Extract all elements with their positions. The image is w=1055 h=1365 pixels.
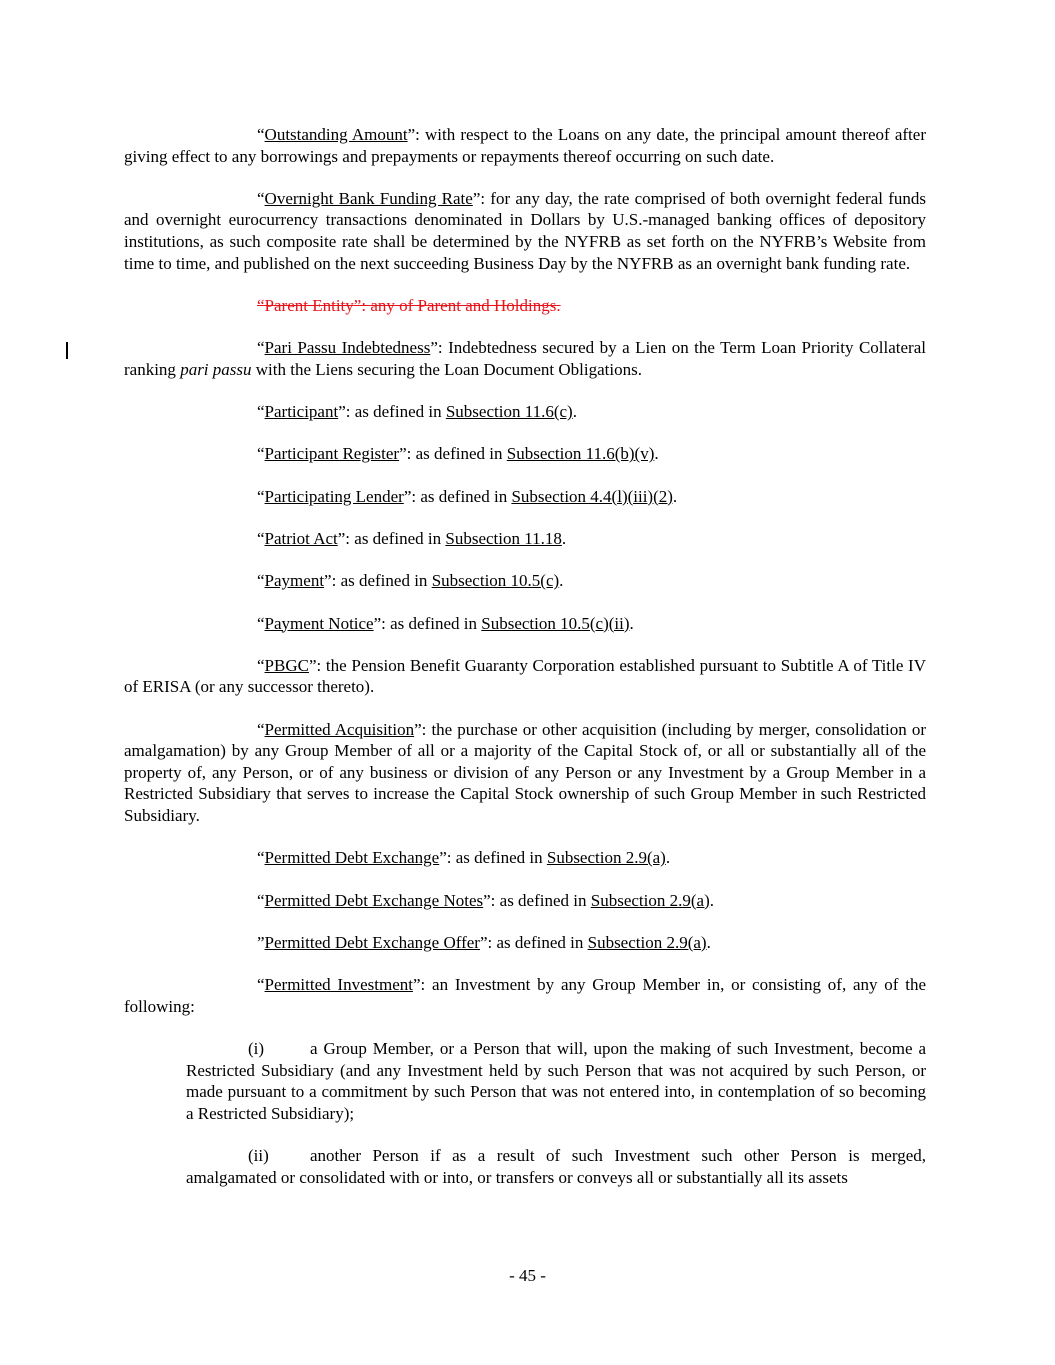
definition-permitted-investment: “Permitted Investment”: an Investment by any Group Member in, or consisting of, any of the following: xyxy=(124,975,927,1016)
definition-permitted-debt-exchange-notes: “Permitted Debt Exchange Notes”: as defined in Subsection 2.9(a). xyxy=(257,890,714,910)
clause-number: (ii) xyxy=(248,1146,269,1166)
defined-term: Permitted Acquisition xyxy=(264,719,415,739)
definition-text: the purchase or other acquisition (including by merger, consolidation or amalgamation) by any Group Member of all or a majority of the Capital Stock of, or all or substantially all of the property of, any Person, or of any business or division of any Person or any Investment by a Group Member in a Restricted Subsidiary that serves to increase the Capital Stock ownership of such Group Member in such Restricted Subsidiary. xyxy=(124,719,926,826)
defined-term: Permitted Debt Exchange Offer xyxy=(264,932,480,952)
defined-term: Participant xyxy=(264,402,339,422)
definition-text: for any day, the rate comprised of both overnight federal funds and overnight eurocurrency transactions denominated in Dollars by U.S.-managed banking offices of depository institutions, as such composite rate shall be determined by the NYFRB as set forth on the NYFRB’s Website from time to time, and published on the next succeeding Business Day by the NYFRB as an overnight bank funding rate. xyxy=(124,188,926,273)
defined-term: Patriot Act xyxy=(264,528,338,548)
definition-text: with respect to the Loans on any date, the principal amount thereof after giving effect to any borrowings and prepayments or repayments thereof occurring on such date. xyxy=(124,125,926,166)
deleted-text: “Parent Entity”: any of Parent and Holdings. xyxy=(257,295,561,315)
clause-text: another Person if as a result of such Investment such other Person is merged, amalgamated or consolidated with or into, or transfers or conveys all or substantially all its assets xyxy=(186,1146,926,1187)
definition-participating-lender: “Participating Lender”: as defined in Subsection 4.4(l)(iii)(2). xyxy=(257,486,678,506)
subclause-i xyxy=(186,1038,926,1124)
clause-number: (i) xyxy=(248,1039,265,1059)
definition-permitted-acquisition: “Permitted Acquisition”: the purchase or other acquisition (including by merger, consolidation or amalgamation) by any Group Member of all or a majority of the Capital Stock of, or all or substantially all of the property of, any Person, or of any business or division of any Person or any Investment by a Group Member in a Restricted Subsidiary that serves to increase the Capital Stock ownership of such Group Member in such Restricted Subsidiary. xyxy=(124,719,926,826)
defined-term: Outstanding Amount xyxy=(264,125,408,144)
defined-term: Pari Passu Indebtedness xyxy=(264,338,431,358)
cross-reference: Subsection 11.6(b)(v) xyxy=(506,444,655,464)
definition-outstanding-amount: “Outstanding Amount”: with respect to the Loans on any date, the principal amount thereof after giving effect to any borrowings and prepayments or repayments thereof occurring on such date. xyxy=(124,125,926,166)
cross-reference: Subsection 4.4(l)(iii)(2) xyxy=(511,486,673,506)
definition-participant-register: “Participant Register”: as defined in Subsection 11.6(b)(v). xyxy=(257,444,659,464)
subclause-ii xyxy=(186,1145,926,1188)
definition-participant: “Participant”: as defined in Subsection 11.6(c). xyxy=(257,402,577,422)
definition-pari-passu-indebtedness: “Pari Passu Indebtedness”: Indebtedness secured by a Lien on the Term Loan Priority Collateral ranking pari passu with the Liens securing the Loan Document Obligations. xyxy=(124,338,926,379)
defined-term: Permitted Debt Exchange Notes xyxy=(264,890,484,910)
definition-patriot-act: “Patriot Act”: as defined in Subsection 11.18. xyxy=(257,528,567,548)
page-number: - 45 - xyxy=(509,1266,546,1285)
definition-permitted-debt-exchange: “Permitted Debt Exchange”: as defined in Subsection 2.9(a). xyxy=(257,848,671,868)
change-bar xyxy=(66,342,68,359)
clause-text: a Group Member, or a Person that will, upon the making of such Investment, become a Restricted Subsidiary (and any Investment held by such Person that was not acquired by such Person, or made pursuant to a commitment by such Person that was not entered into, in contemplation of so becoming a Restricted Subsidiary); xyxy=(186,1039,926,1123)
definition-text: an Investment by any Group Member in, or consisting of, any of the following: xyxy=(124,975,927,1016)
definition-text: the Pension Benefit Guaranty Corporation established pursuant to Subtitle A of Title IV of ERISA (or any successor thereto). xyxy=(124,655,926,697)
definition-payment: “Payment”: as defined in Subsection 10.5(c). xyxy=(257,571,564,591)
cross-reference: Subsection 2.9(a) xyxy=(546,848,666,868)
definition-permitted-debt-exchange-offer: ”Permitted Debt Exchange Offer”: as defined in Subsection 2.9(a). xyxy=(257,932,711,952)
definition-pbgc: “PBGC”: the Pension Benefit Guaranty Corporation established pursuant to Subtitle A of Title IV of ERISA (or any successor thereto). xyxy=(124,655,926,697)
defined-term: Payment Notice xyxy=(264,613,374,633)
defined-term: Payment xyxy=(264,571,325,591)
document-body xyxy=(124,124,926,1209)
cross-reference: Subsection 11.18 xyxy=(445,528,562,548)
cross-reference: Subsection 11.6(c) xyxy=(445,402,573,422)
defined-term: Overnight Bank Funding Rate xyxy=(264,188,473,208)
cross-reference: Subsection 10.5(c)(ii) xyxy=(481,613,630,633)
defined-term: PBGC xyxy=(264,655,309,675)
definition-parent-entity-deleted xyxy=(124,295,926,317)
cross-reference: Subsection 2.9(a) xyxy=(590,890,710,910)
cross-reference: Subsection 10.5(c) xyxy=(431,571,560,591)
defined-term: Participating Lender xyxy=(264,486,404,506)
defined-term: Permitted Investment xyxy=(264,975,413,995)
cross-reference: Subsection 2.9(a) xyxy=(587,932,707,952)
definition-payment-notice: “Payment Notice”: as defined in Subsection 10.5(c)(ii). xyxy=(257,613,634,633)
definition-overnight-bank-funding-rate: “Overnight Bank Funding Rate”: for any day, the rate comprised of both overnight federal funds and overnight eurocurrency transactions denominated in Dollars by U.S.-managed banking offices of depository institutions, as such composite rate shall be determined by the NYFRB as set forth on the NYFRB’s Website from time to time, and published on the next succeeding Business Day by the NYFRB as an overnight bank funding rate. xyxy=(124,188,926,273)
defined-term: Permitted Debt Exchange xyxy=(264,848,440,868)
defined-term: Participant Register xyxy=(264,444,400,464)
